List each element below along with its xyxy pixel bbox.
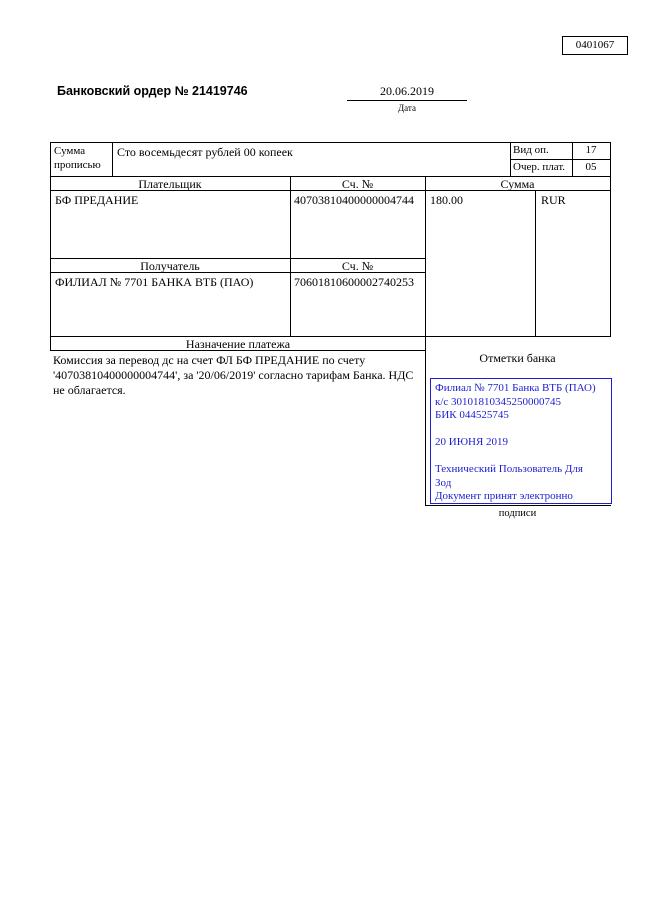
payer-name: БФ ПРЕДАНИЕ: [55, 193, 139, 207]
table-border: [610, 142, 611, 336]
table-border: [510, 142, 511, 176]
date-underline: [347, 100, 467, 101]
operation-type-label: Вид оп.: [513, 144, 549, 156]
table-border: [50, 142, 611, 143]
amount-header: Сумма: [500, 177, 535, 191]
recipient-section-header: Получатель: [140, 259, 200, 273]
operation-type-value: 17: [585, 144, 597, 156]
recipient-name: ФИЛИАЛ № 7701 БАНКА ВТБ (ПАО): [55, 275, 254, 289]
signature-line: [425, 505, 611, 506]
recipient-account-header: Сч. №: [341, 259, 374, 273]
stamp-line: Зод: [435, 476, 452, 489]
stamp-line: [435, 423, 607, 437]
amount-value: 180.00: [430, 193, 463, 207]
stamp-line: к/с 30101810345250000745: [435, 395, 562, 408]
payer-section-header: Плательщик: [138, 177, 202, 191]
date-label: Дата: [398, 103, 416, 113]
stamp-line: Технический Пользователь Для: [435, 463, 583, 475]
stamp-line: 20 ИЮНЯ 2019: [435, 436, 509, 448]
stamp-line: [435, 450, 607, 464]
stamp-line: Документ принят электронно: [435, 490, 573, 502]
amount-in-words-value: Сто восемьдесят рублей 00 копеек: [117, 145, 293, 159]
payment-priority-label: Очер. плат.: [513, 161, 566, 173]
form-code: 0401067: [562, 36, 628, 55]
table-border: [290, 176, 291, 336]
bank-stamp: [430, 378, 612, 504]
payer-account-header: Сч. №: [341, 177, 374, 191]
table-border: [535, 190, 536, 336]
payer-account: 40703810400000004744: [294, 193, 414, 207]
table-border: [510, 159, 611, 160]
bank-marks-header: Отметки банка: [479, 351, 556, 365]
table-border: [112, 142, 113, 176]
signatures-label: подписи: [498, 508, 537, 519]
stamp-line: Филиал № 7701 Банка ВТБ (ПАО): [435, 382, 596, 394]
amount-currency: RUR: [541, 193, 566, 207]
amount-words-label-line1: Сумма: [54, 145, 86, 157]
payment-priority-value: 05: [585, 161, 597, 173]
purpose-header: Назначение платежа: [185, 337, 291, 351]
date-value: 20.06.2019: [380, 84, 434, 98]
purpose-text: Комиссия за перевод дс на счет ФЛ БФ ПРЕДАНИЕ по счету '40703810400000004744', за '20/06/2019' согласно тарифам Банка. НДС не облагается.: [53, 353, 414, 397]
stamp-line: БИК 044525745: [435, 409, 509, 421]
table-border: [50, 142, 51, 350]
document-title: Банковский ордер № 21419746: [57, 84, 248, 98]
amount-words-label-line2: прописью: [54, 159, 101, 171]
recipient-account: 70601810600002740253: [294, 275, 414, 289]
